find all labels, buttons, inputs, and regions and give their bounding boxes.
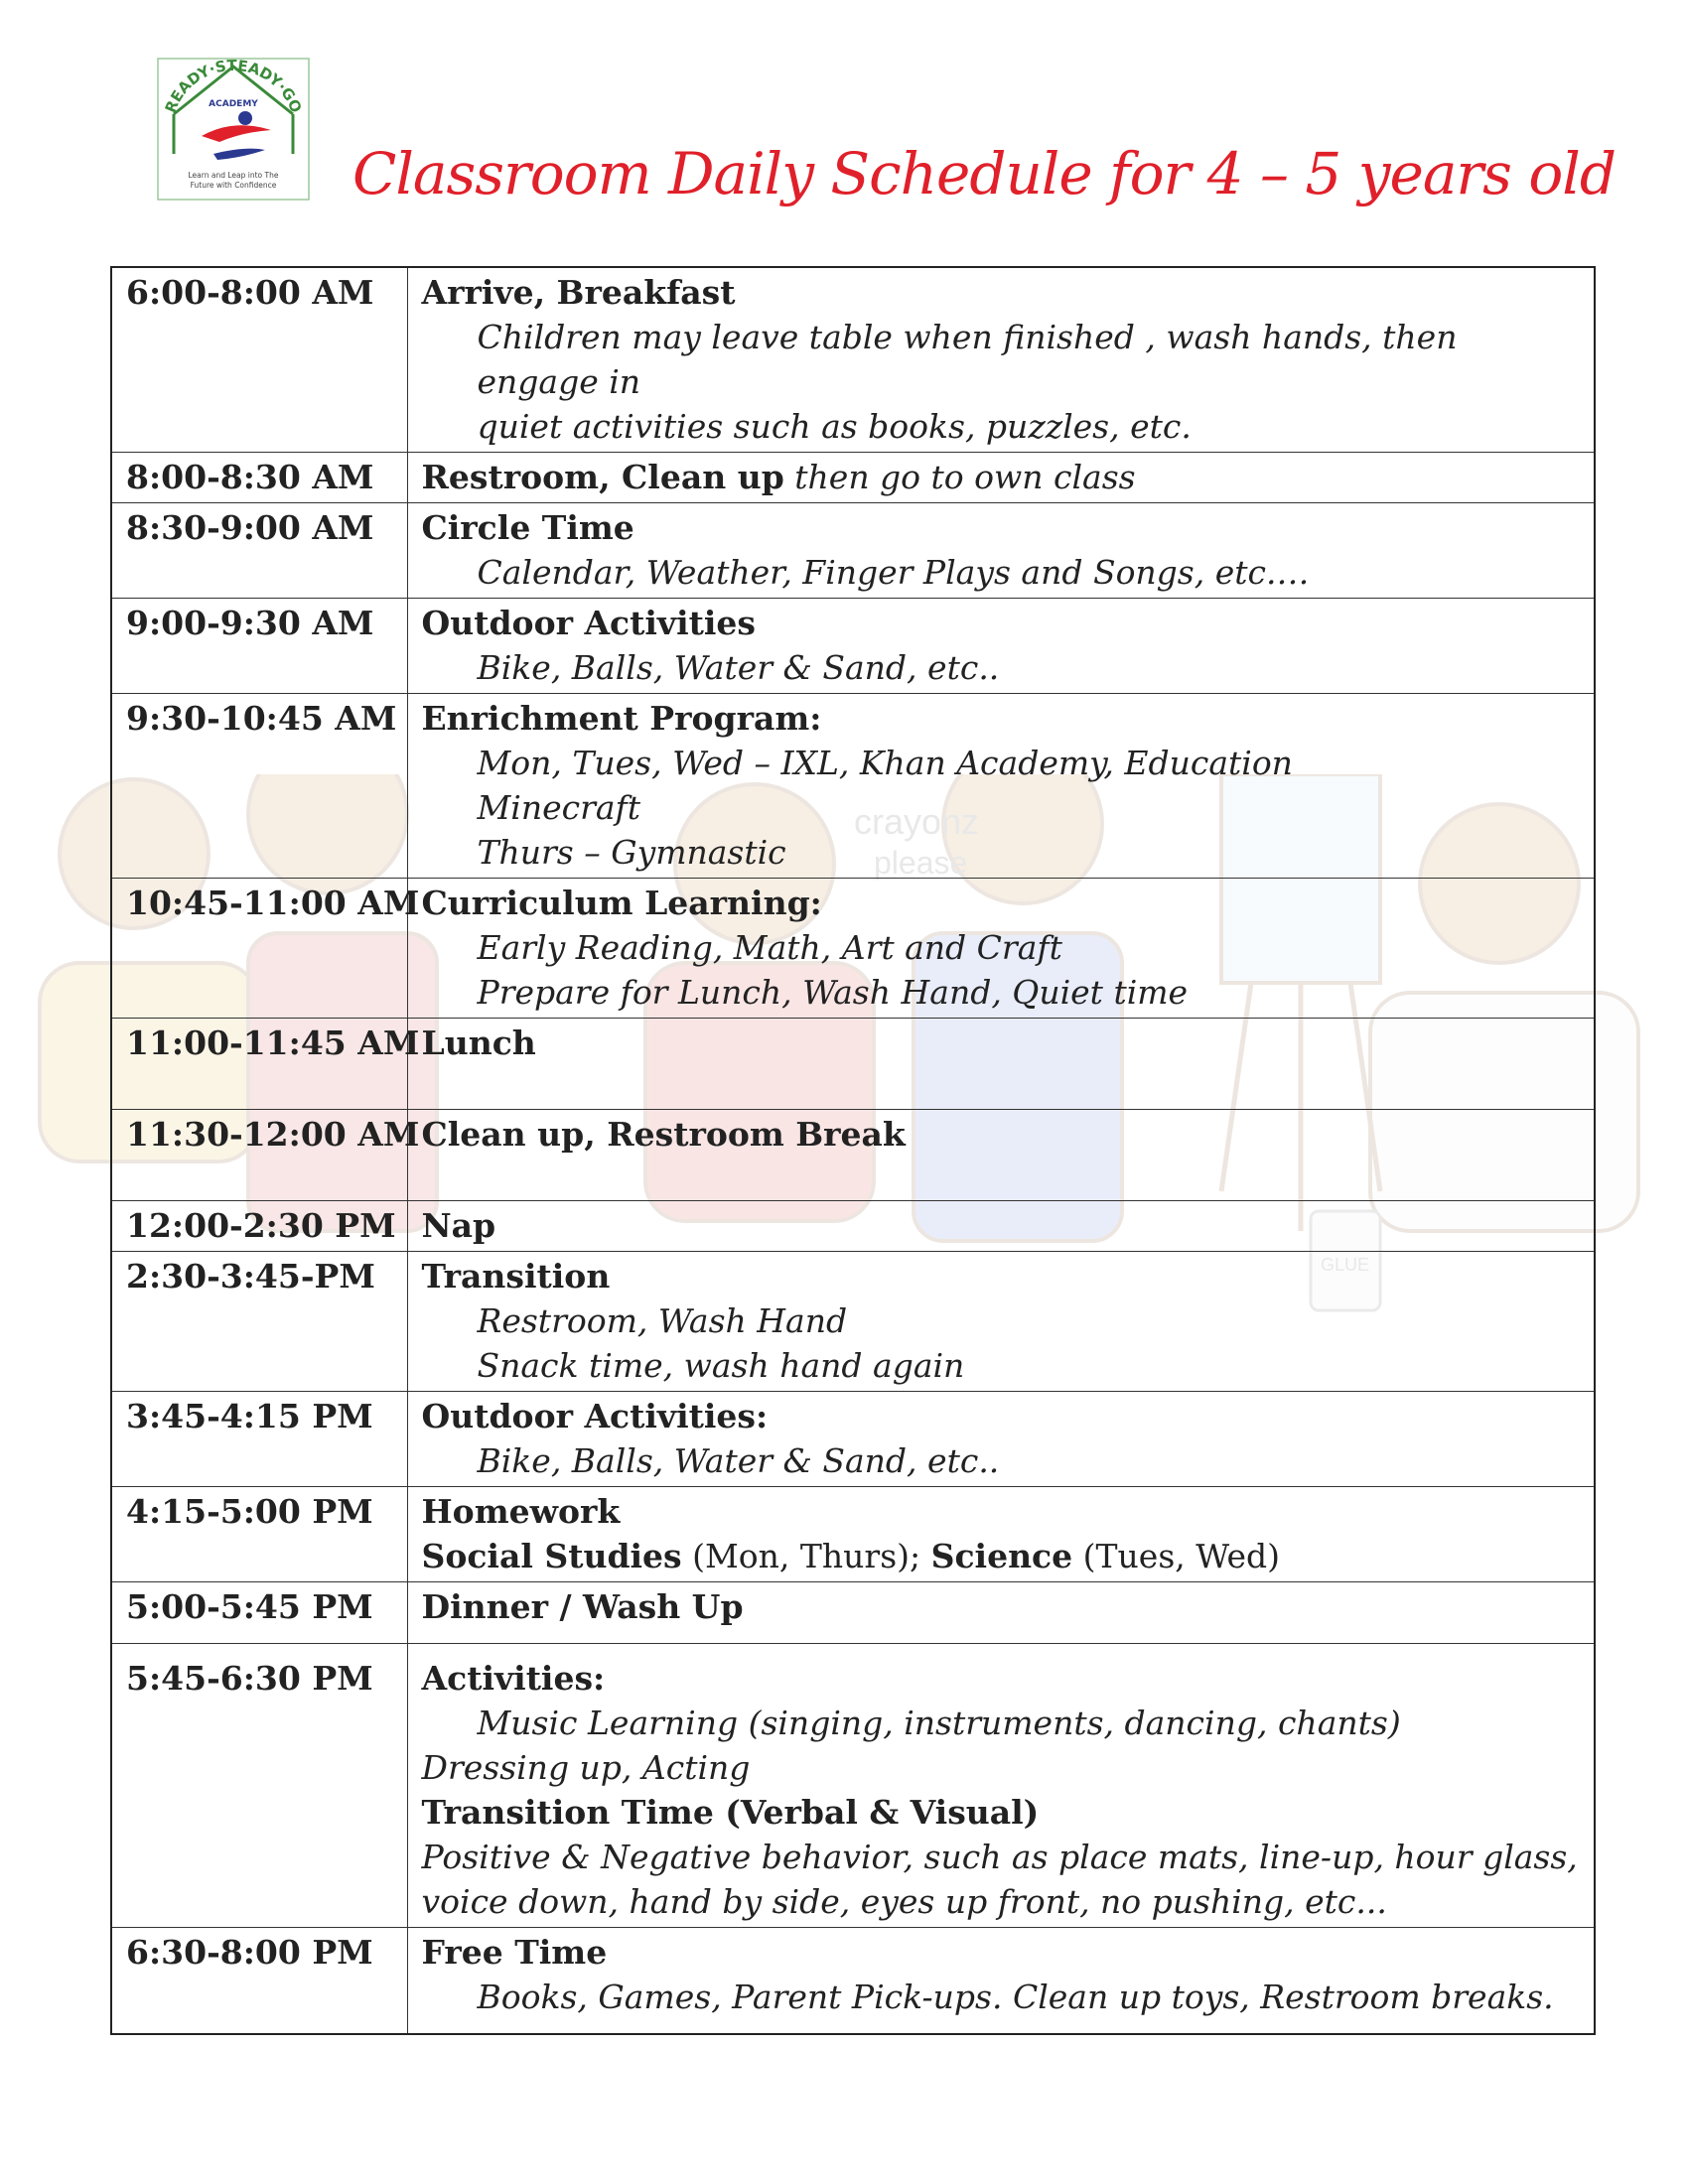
time-cell: 5:00-5:45 PM <box>111 1582 407 1644</box>
table-row <box>111 453 1595 503</box>
activity-detail: Calendar, Weather, Finger Plays and Songs, etc.… <box>477 553 1310 592</box>
table-row <box>111 1110 1595 1201</box>
activity-detail: Books, Games, Parent Pick-ups. Clean up toys, Restroom breaks. <box>477 1978 1554 2016</box>
watermark-sign-line-2: please <box>874 845 968 881</box>
activity-cell <box>407 694 1595 879</box>
table-row <box>111 1392 1595 1487</box>
activity-cell <box>407 599 1595 694</box>
time-cell: 9:00-9:30 AM <box>111 599 407 694</box>
watermark-sign-line-1: crayonz <box>854 801 980 842</box>
activity-heading: Homework <box>421 1492 621 1531</box>
subject-social-studies: Social Studies <box>421 1537 682 1575</box>
activity-detail: Children may leave table when finished , wash hands, then engage in <box>477 318 1458 401</box>
table-row <box>111 599 1595 694</box>
activity-cell <box>407 267 1595 453</box>
activity-detail <box>422 1534 1585 1578</box>
watermark-glue-label: GLUE <box>1321 1255 1370 1275</box>
activity-cell <box>407 1392 1595 1487</box>
activity-heading: Transition <box>421 1257 611 1296</box>
subject-days: (Mon, Thurs); <box>681 1537 931 1575</box>
activity-heading: Circle Time <box>421 508 634 547</box>
activity-cell <box>407 1252 1595 1392</box>
time-cell: 10:45-11:00 AM <box>111 879 407 1019</box>
time-cell: 3:45-4:15 PM <box>111 1392 407 1487</box>
logo-arc-text: READY·STEADY·GO <box>161 56 306 116</box>
activity-detail: Bike, Balls, Water & Sand, etc.. <box>477 648 1000 687</box>
time-cell: 2:30-3:45-PM <box>111 1252 407 1392</box>
subject-science: Science <box>930 1537 1073 1575</box>
activity-detail: then go to own class <box>783 458 1136 496</box>
activity-heading: Arrive, Breakfast <box>421 273 736 312</box>
activity-heading: Dinner / Wash Up <box>421 1587 744 1626</box>
daily-schedule-table <box>110 266 1596 2035</box>
activity-cell <box>407 1201 1595 1252</box>
activity-heading: Curriculum Learning: <box>421 884 822 922</box>
logo-tagline-1: Learn and Leap into The <box>188 171 279 180</box>
activity-cell <box>407 1019 1595 1110</box>
logo-swoosh-blue <box>213 149 265 160</box>
logo-swoosh-red <box>202 125 271 142</box>
time-cell: 12:00-2:30 PM <box>111 1201 407 1252</box>
activity-heading: Activities: <box>421 1659 606 1698</box>
time-cell: 4:15-5:00 PM <box>111 1487 407 1582</box>
activity-cell <box>407 1110 1595 1201</box>
activity-subheading: Transition Time (Verbal & Visual) <box>421 1793 1040 1832</box>
table-row <box>111 1487 1595 1582</box>
time-cell: 11:30-12:00 AM <box>111 1110 407 1201</box>
table-row <box>111 1252 1595 1392</box>
activity-detail: Music Learning (singing, instruments, dancing, chants) <box>477 1704 1401 1742</box>
table-row <box>111 503 1595 599</box>
page-title: Classroom Daily Schedule for 4 – 5 years old <box>352 140 1616 207</box>
time-cell: 6:00-8:00 AM <box>111 267 407 453</box>
table-row <box>111 267 1595 453</box>
activity-heading: Outdoor Activities <box>421 604 756 642</box>
activity-cell <box>407 879 1595 1019</box>
table-row <box>111 1928 1595 2035</box>
table-row <box>111 1201 1595 1252</box>
table-row <box>111 1644 1595 1928</box>
activity-cell <box>407 1582 1595 1644</box>
time-cell: 5:45-6:30 PM <box>111 1644 407 1928</box>
activity-detail: Early Reading, Math, Art and Craft <box>477 928 1062 967</box>
table-row <box>111 1582 1595 1644</box>
activity-cell <box>407 1487 1595 1582</box>
table-row <box>111 879 1595 1019</box>
subject-days: (Tues, Wed) <box>1072 1537 1280 1575</box>
activity-detail: Snack time, wash hand again <box>477 1346 965 1385</box>
activity-heading: Clean up, Restroom Break <box>421 1115 906 1154</box>
activity-cell <box>407 1644 1595 1928</box>
logo-academy-text: ACADEMY <box>209 99 258 109</box>
activity-cell <box>407 503 1595 599</box>
activity-heading: Lunch <box>421 1024 536 1062</box>
activity-detail: Mon, Tues, Wed – IXL, Khan Academy, Education <box>477 744 1293 782</box>
activity-detail: Prepare for Lunch, Wash Hand, Quiet time <box>477 973 1189 1012</box>
time-cell: 6:30-8:00 PM <box>111 1928 407 2035</box>
time-cell: 11:00-11:45 AM <box>111 1019 407 1110</box>
activity-heading: Enrichment Program: <box>421 699 822 738</box>
activity-detail: Minecraft <box>477 788 641 827</box>
activity-cell <box>407 453 1595 503</box>
time-cell: 8:30-9:00 AM <box>111 503 407 599</box>
time-cell: 9:30-10:45 AM <box>111 694 407 879</box>
activity-detail: Restroom, Wash Hand <box>477 1301 848 1340</box>
activity-detail: Positive & Negative behavior, such as place mats, line-up, hour glass, <box>421 1838 1578 1876</box>
activity-heading: Restroom, Clean up <box>421 458 784 496</box>
time-cell: 8:00-8:30 AM <box>111 453 407 503</box>
table-row <box>111 694 1595 879</box>
activity-heading: Nap <box>421 1206 496 1245</box>
activity-detail: Thurs – Gymnastic <box>477 833 786 872</box>
activity-heading: Free Time <box>421 1933 608 1972</box>
table-row <box>111 1019 1595 1110</box>
activity-detail: voice down, hand by side, eyes up front, no pushing, etc... <box>421 1882 1387 1921</box>
activity-detail: Bike, Balls, Water & Sand, etc.. <box>477 1441 1000 1480</box>
activity-detail: quiet activities such as books, puzzles, etc. <box>477 407 1192 446</box>
logo-figure-head <box>238 111 252 125</box>
academy-logo <box>154 55 313 204</box>
activity-heading: Outdoor Activities: <box>421 1397 769 1435</box>
logo-tagline-2: Future with Confidence <box>190 181 277 190</box>
activity-cell <box>407 1928 1595 2035</box>
activity-detail: Dressing up, Acting <box>421 1748 751 1787</box>
